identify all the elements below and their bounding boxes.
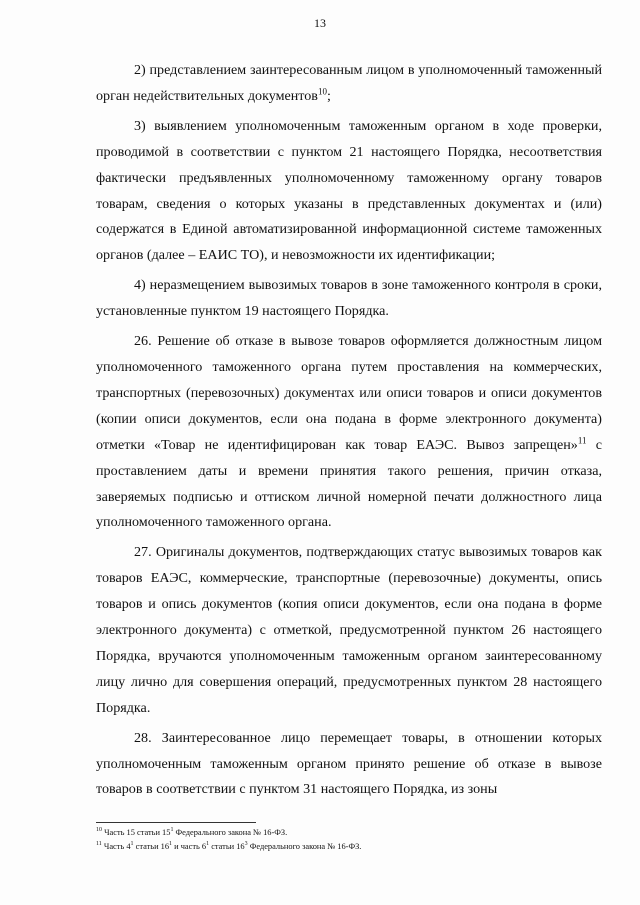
- footnote-10: [96, 826, 602, 840]
- paragraph-text: 2) представлением заинтересованным лицом в уполномоченный таможенный орган недействительных документов: [96, 62, 602, 104]
- footnote-sup: 3: [244, 841, 248, 848]
- page-number: 13: [314, 16, 326, 30]
- footnote-sup: 1: [130, 841, 134, 848]
- paragraph-item-3: [96, 114, 602, 269]
- footnote-ref-10[interactable]: 10: [317, 86, 327, 97]
- footnote-sup: 1: [170, 827, 174, 834]
- footnote-sup: 1: [206, 841, 210, 848]
- footnote-text: Федерального закона № 16-ФЗ.: [247, 842, 362, 851]
- footnote-ref-11[interactable]: 11: [577, 435, 587, 445]
- footnote-text: Часть 4: [101, 842, 131, 851]
- paragraph-28: [96, 726, 602, 804]
- footnote-11: [96, 840, 602, 854]
- paragraph-text: 28. Заинтересованное лицо перемещает товары, в отношении которых уполномоченным таможенным органом принято решение об отказе в вывозе товаров в соответствии с пунктом 31 настоящего Порядка, из зоны: [96, 729, 602, 798]
- paragraph-27: [96, 540, 602, 721]
- paragraph-text: 4) неразмещением вывозимых товаров в зоне таможенного контроля в сроки, установленные пунктом 19 настоящего Порядка.: [96, 277, 602, 320]
- footnote-divider: [96, 822, 256, 823]
- paragraph-text-end: с проставлением даты и времени принятия такого решения, причин отказа, заверяемых подписью и оттиском личной номерной печати должностного лица уполномоченного таможенного органа.: [96, 436, 603, 531]
- body-text: [96, 58, 602, 807]
- paragraph-text: 3) выявлением уполномоченным таможенным органом в ходе проверки, проводимой в соответствии с пунктом 21 настоящего Порядка, несоответствия фактически предъявленных уполномоченному таможенному органу товаров товарам, сведения о которых указаны в представленных документах и (или) содержатся в Единой автоматизированной информационной системе таможенных органов (далее – ЕАИС ТО), и невозможности их идентификации;: [96, 117, 602, 264]
- footnote-text: статьи 16: [209, 842, 245, 851]
- footnote-text: Федерального закона № 16-ФЗ.: [173, 828, 288, 837]
- paragraph-text-end: ;: [326, 87, 331, 104]
- footnote-text: и часть 6: [172, 842, 207, 851]
- footnote-text: Часть 15 статьи 15: [102, 828, 171, 837]
- paragraph-text: 27. Оригиналы документов, подтверждающих статус вывозимых товаров как товаров ЕАЭС, коммерческие, транспортные (перевозочные) документы, опись товаров и опись документов (копия описи документов, если она подана в форме электронного документа) с отметкой, предусмотренной пунктом 26 настоящего Порядка, вручаются уполномоченным таможенным органом заинтересованному лицу лично для совершения операций, предусмотренных пунктом 28 настоящего Порядка.: [96, 544, 602, 716]
- footnote-text: статьи 16: [133, 842, 170, 851]
- paragraph-text: 26. Решение об отказе в вывозе товаров оформляется должностным лицом уполномоченного таможенного органа путем проставления на коммерческих, транспортных (перевозочных) документах или описи товаров и описи документов (копии описи документов, если она подана в форме электронного документа) отметки «Товар не идентифицирован как товар ЕАЭС. Вывоз запрещен»: [96, 333, 602, 453]
- footnote-mark: 10: [96, 827, 102, 834]
- paragraph-item-2: [96, 58, 602, 110]
- paragraph-26: [96, 329, 602, 536]
- paragraph-item-4: [96, 273, 602, 325]
- footnotes: [96, 826, 602, 854]
- footnote-mark: 11: [96, 841, 102, 848]
- footnote-sup: 1: [169, 841, 173, 848]
